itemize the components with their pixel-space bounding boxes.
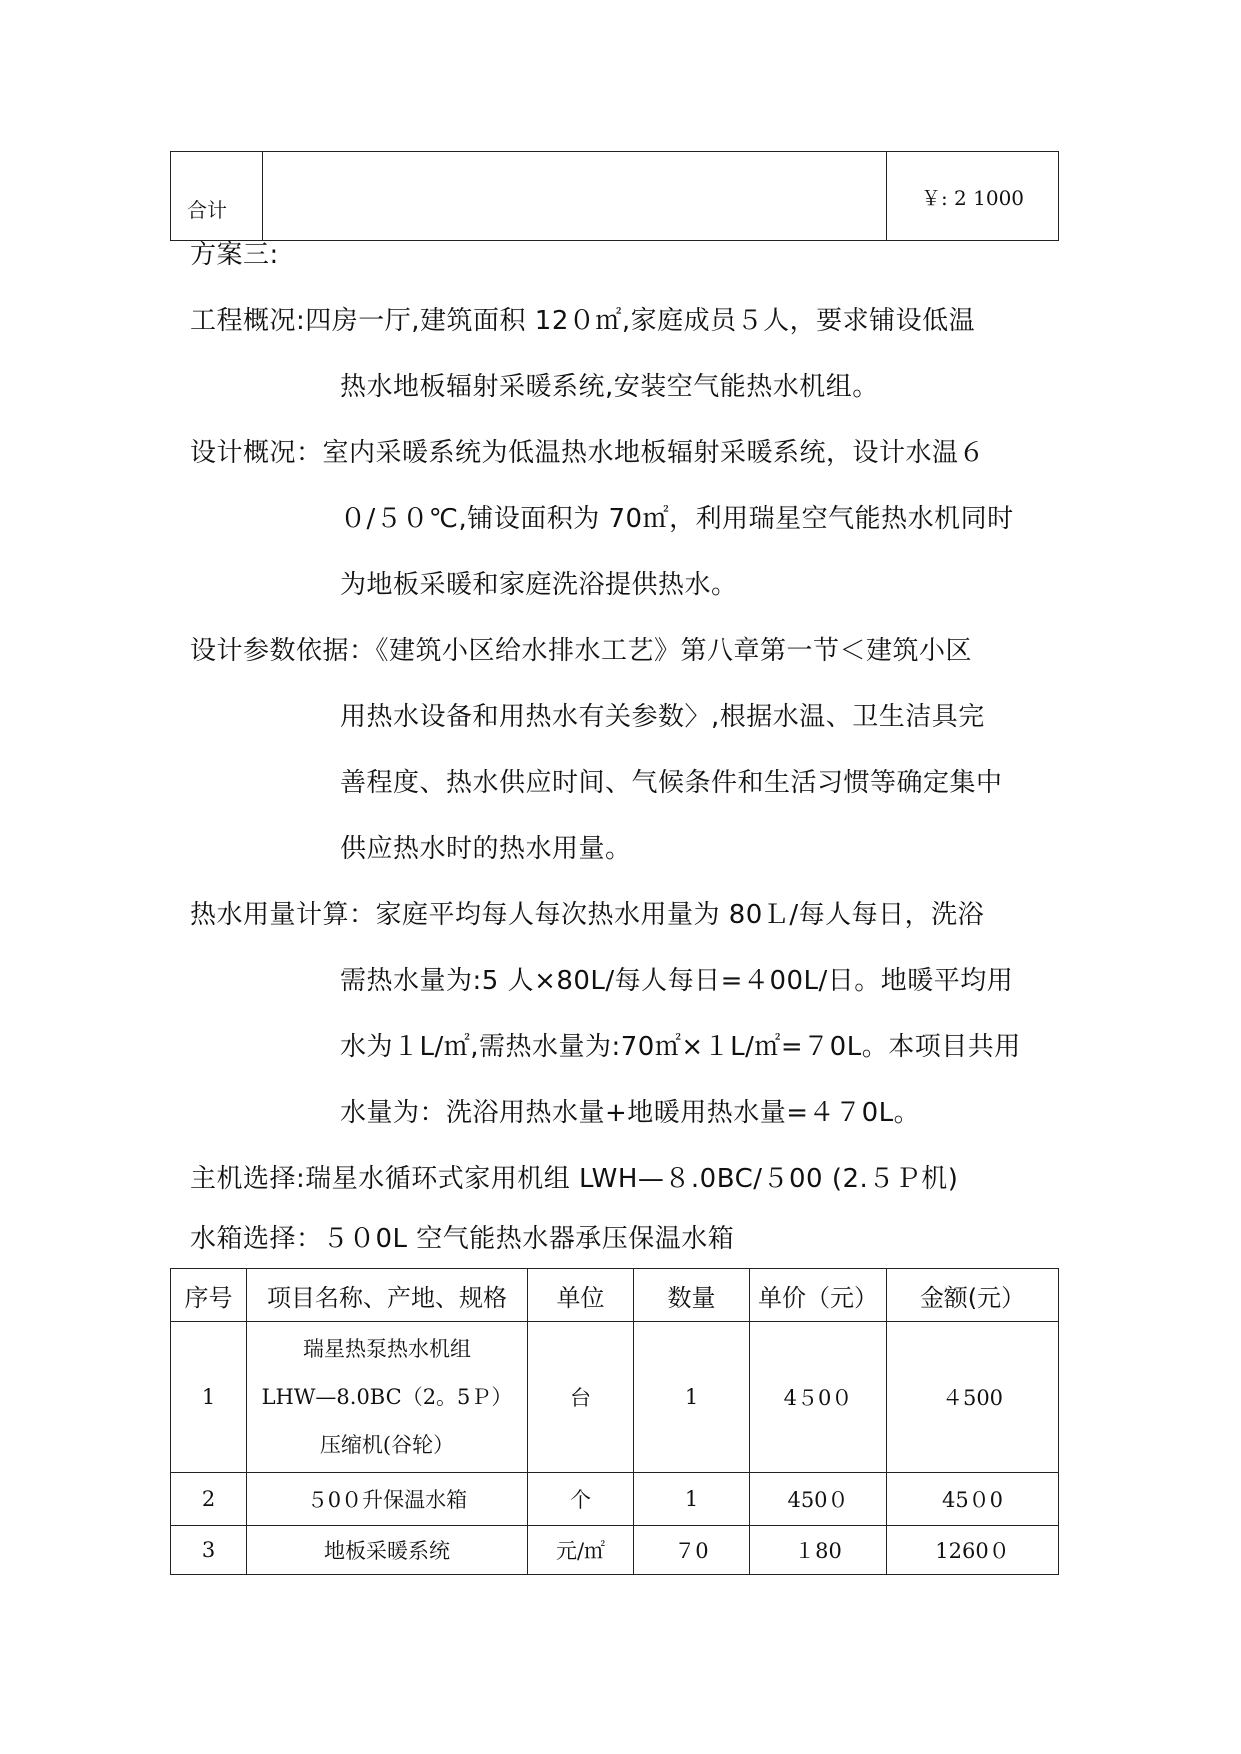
- row-amount: 1260０: [887, 1526, 1059, 1575]
- design-line-1: 设计概况：室内采暖系统为低温热水地板辐射采暖系统，设计水温６: [190, 438, 986, 468]
- row-no: 3: [171, 1526, 247, 1575]
- row-unit: 元/㎡: [528, 1526, 634, 1575]
- calc-line-4: 水量为：洗浴用热水量+地暖用热水量=４７0L。: [340, 1098, 921, 1128]
- host-line: 主机选择:瑞星水循环式家用机组 LWH—８.0BC/５00 (2.５Ｐ机): [190, 1164, 959, 1194]
- row-qty: 1: [634, 1322, 750, 1473]
- design-overview: [190, 420, 1060, 618]
- calc-line-2: 需热水量为:5 人×80L/每人每日=４00L/日。地暖平均用: [340, 966, 1014, 996]
- quote-table: [170, 1268, 1059, 1575]
- table-row: [171, 1473, 1059, 1526]
- row-amount: ４500: [887, 1322, 1059, 1473]
- row-amount: 45０0: [887, 1473, 1059, 1526]
- row-price: 450０: [750, 1473, 887, 1526]
- summary-total: ￥: 2 1000: [887, 152, 1059, 241]
- row-qty: 1: [634, 1473, 750, 1526]
- engineering-line-2: 热水地板辐射采暖系统,安装空气能热水机组。: [340, 372, 879, 402]
- table-row: [171, 1322, 1059, 1473]
- row-name-line: 瑞星热泵热水机组: [303, 1337, 471, 1361]
- calc-line-3: 水为１L/㎡,需热水量为:70㎡×１L/㎡=７0L。本项目共用: [340, 1032, 1021, 1062]
- calc-line-1: 热水用量计算：家庭平均每人每次热水用量为 80Ｌ/每人每日，洗浴: [190, 900, 985, 930]
- table-row: [171, 1526, 1059, 1575]
- header-qty: 数量: [634, 1269, 750, 1322]
- engineering-line-1: 工程概况:四房一厅,建筑面积 12０㎡,家庭成员５人，要求铺设低温: [190, 306, 976, 336]
- row-name-line: 压缩机(谷轮）: [319, 1433, 455, 1457]
- header-amount: 金额(元）: [887, 1269, 1059, 1322]
- row-unit: 个: [528, 1473, 634, 1526]
- basis-line-3: 善程度、热水供应时间、气候条件和生活习惯等确定集中: [340, 768, 1003, 798]
- tank-line: 水箱选择：５０0L 空气能热水器承压保温水箱: [190, 1224, 735, 1254]
- tank-selection: [190, 1206, 1060, 1272]
- section-title: [190, 222, 1060, 288]
- header-unit: 单位: [528, 1269, 634, 1322]
- basis-line-4: 供应热水时的热水用量。: [340, 834, 632, 864]
- section-title-text: 方案三:: [190, 240, 279, 270]
- engineering-overview: [190, 288, 1060, 420]
- hot-water-calc: [190, 882, 1060, 1146]
- design-basis: [190, 618, 1060, 882]
- header-name: 项目名称、产地、规格: [247, 1269, 528, 1322]
- basis-line-1: 设计参数依据：《建筑小区给水排水工艺》第八章第一节＜建筑小区: [190, 636, 973, 666]
- header-no: 序号: [171, 1269, 247, 1322]
- quote-header-row: [171, 1269, 1059, 1322]
- basis-line-2: 用热水设备和用热水有关参数〉,根据水温、卫生洁具完: [340, 702, 985, 732]
- header-price: 单价（元）: [750, 1269, 887, 1322]
- host-selection: [190, 1146, 1060, 1212]
- row-price: 4５0０: [750, 1322, 887, 1473]
- row-name-line: LHW—8.0BC（2。5Ｐ）: [261, 1385, 513, 1409]
- row-no: 1: [171, 1322, 247, 1473]
- design-line-2: ０/５０℃,铺设面积为 70㎡，利用瑞星空气能热水机同时: [340, 504, 1014, 534]
- row-name: 地板采暖系统: [247, 1526, 528, 1575]
- row-no: 2: [171, 1473, 247, 1526]
- summary-label: 合计: [171, 152, 263, 241]
- row-price: １80: [750, 1526, 887, 1575]
- row-unit: 台: [528, 1322, 634, 1473]
- row-name: [247, 1322, 528, 1473]
- row-qty: ７0: [634, 1526, 750, 1575]
- design-line-3: 为地板采暖和家庭洗浴提供热水。: [340, 570, 738, 600]
- row-name: ５0０升保温水箱: [247, 1473, 528, 1526]
